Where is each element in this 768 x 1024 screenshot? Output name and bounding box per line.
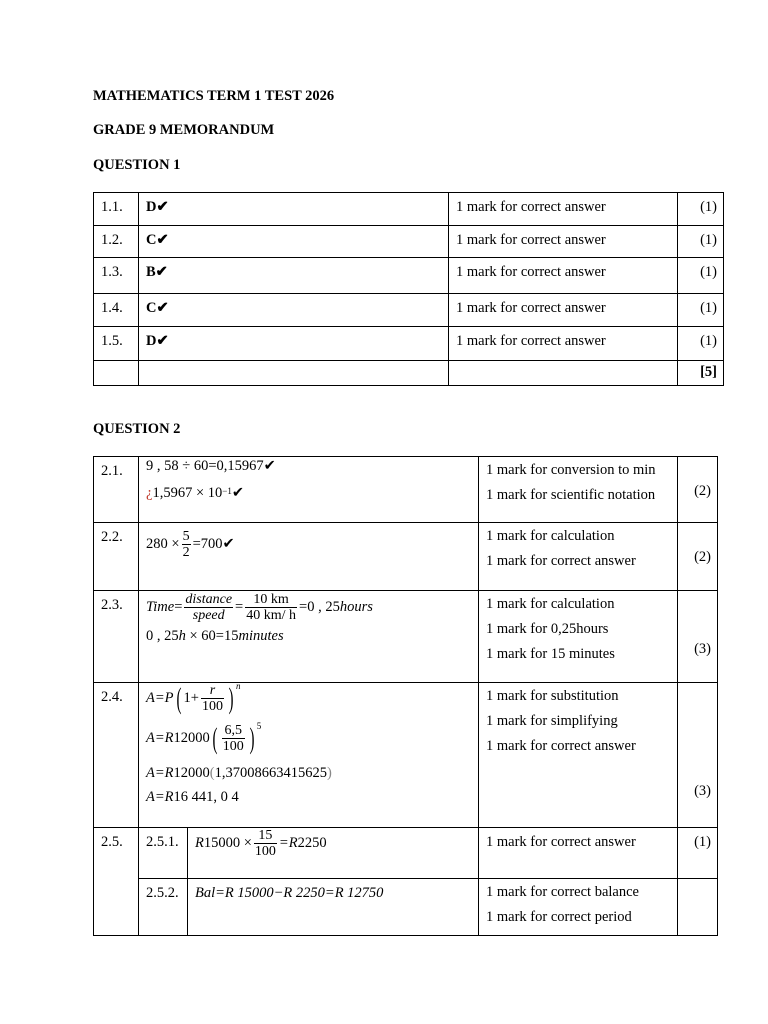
question-number: 2.1. (94, 457, 139, 523)
mark-comment: 1 mark for correct answer (479, 828, 678, 879)
fraction: $\frac{10 km}{40 km/ h}$ (246, 592, 297, 623)
table-row (94, 327, 724, 361)
table-row (94, 683, 718, 828)
question-number: 2.5. (94, 828, 139, 936)
fraction: $\frac{6,5}{100}$ (222, 723, 244, 754)
question2-heading: QUESTION 2 (93, 421, 181, 437)
working-line: 9 , 58 ÷ 60=0,15967✔ (146, 458, 276, 474)
answer: D✔ (139, 327, 449, 361)
mark-comment: 1 mark for calculation 1 mark for 0,25hours 1 mark for 15 minutes (479, 591, 678, 683)
question2-table (93, 456, 718, 936)
answer-working (139, 457, 479, 523)
working-line: ¿$1,5967 \times 10^{-1}✔$ (146, 485, 244, 501)
working-line: A=R16 441, 0 4 (146, 789, 239, 805)
table-row (94, 294, 724, 327)
mark-comment: 1 mark for correct answer (449, 294, 678, 327)
question-number: 1.2. (94, 226, 139, 258)
fraction: $\frac{r}{100}$ (201, 683, 223, 714)
table-row (94, 828, 718, 879)
mark: (1) (678, 258, 724, 294)
answer-working: 280 × $\frac{5}{2}$ =700✔ (139, 523, 479, 591)
page-subtitle: GRADE 9 MEMORANDUM (93, 122, 275, 138)
mark: (1) (678, 226, 724, 258)
answer: C✔ (139, 226, 449, 258)
mark-comment: 1 mark for correct answer (449, 327, 678, 361)
sub-question-number: 2.5.1. (139, 828, 188, 879)
working-line: A=R12000(1,37008663415625) (146, 765, 332, 781)
working-line: 0 , 25h × 60=15minutes (146, 628, 284, 644)
mark-comment: 1 mark for correct answer (449, 258, 678, 294)
table-row (94, 258, 724, 294)
answer: D✔ (139, 193, 449, 226)
mark: (1) (678, 193, 724, 226)
total-row (94, 361, 724, 386)
question-number: 1.4. (94, 294, 139, 327)
sub-question-number: 2.5.2. (139, 879, 188, 936)
mark-comment: 1 mark for correct answer (449, 226, 678, 258)
table-row (94, 879, 718, 936)
working-line: A=P( 1+ $\frac{r}{100}$ ) $^n$ (146, 681, 241, 715)
answer-working: Bal=R 15000−R 2250=R 12750 (188, 879, 479, 936)
question1-heading: QUESTION 1 (93, 157, 181, 173)
working-line: Time= $\frac{\text{distance}}{\text{speed}}$ = $\frac{10 km}{40 km/ h}$ =0 , 25hours (146, 592, 373, 623)
mark: (3) (678, 683, 718, 828)
page-title: MATHEMATICS TERM 1 TEST 2026 (93, 88, 335, 104)
mark-comment: 1 mark for conversion to min 1 mark for scientific notation (479, 457, 678, 523)
mark: (3) (678, 591, 718, 683)
table-row (94, 193, 724, 226)
mark: (2) (678, 457, 718, 523)
mark: (1) (678, 294, 724, 327)
mark-comment: 1 mark for correct balance 1 mark for correct period (479, 879, 678, 936)
question1-table (93, 192, 724, 386)
question-number: 1.1. (94, 193, 139, 226)
answer-working: R15000 × $\frac{15}{100}$ =R2250 (188, 828, 479, 879)
fraction: $\frac{15}{100}$ (254, 828, 276, 859)
mark: (1) (678, 828, 718, 879)
mark-comment: 1 mark for calculation 1 mark for correct answer (479, 523, 678, 591)
mark-comment: 1 mark for correct answer (449, 193, 678, 226)
fraction: $\frac{5}{2}$ (182, 529, 190, 560)
question-number: 2.4. (94, 683, 139, 828)
question-number: 2.3. (94, 591, 139, 683)
fraction: $\frac{\text{distance}}{\text{speed}}$ (185, 592, 233, 623)
working-line: A=R12000( $\frac{6,5}{100}$ ) $^5$ (146, 721, 262, 755)
table-row (94, 226, 724, 258)
answer-working (139, 683, 479, 828)
table-row (94, 523, 718, 591)
mark: (2) (678, 523, 718, 591)
question-number: 1.3. (94, 258, 139, 294)
answer-working (139, 591, 479, 683)
table-row (94, 457, 718, 523)
answer: B✔ (139, 258, 449, 294)
question-number: 2.2. (94, 523, 139, 591)
symbol: ¿ (146, 485, 153, 501)
mark: (1) (678, 327, 724, 361)
answer: C✔ (139, 294, 449, 327)
question-number: 1.5. (94, 327, 139, 361)
mark-comment: 1 mark for substitution 1 mark for simplifying 1 mark for correct answer (479, 683, 678, 828)
table-row (94, 591, 718, 683)
total-mark: [5] (678, 361, 724, 386)
